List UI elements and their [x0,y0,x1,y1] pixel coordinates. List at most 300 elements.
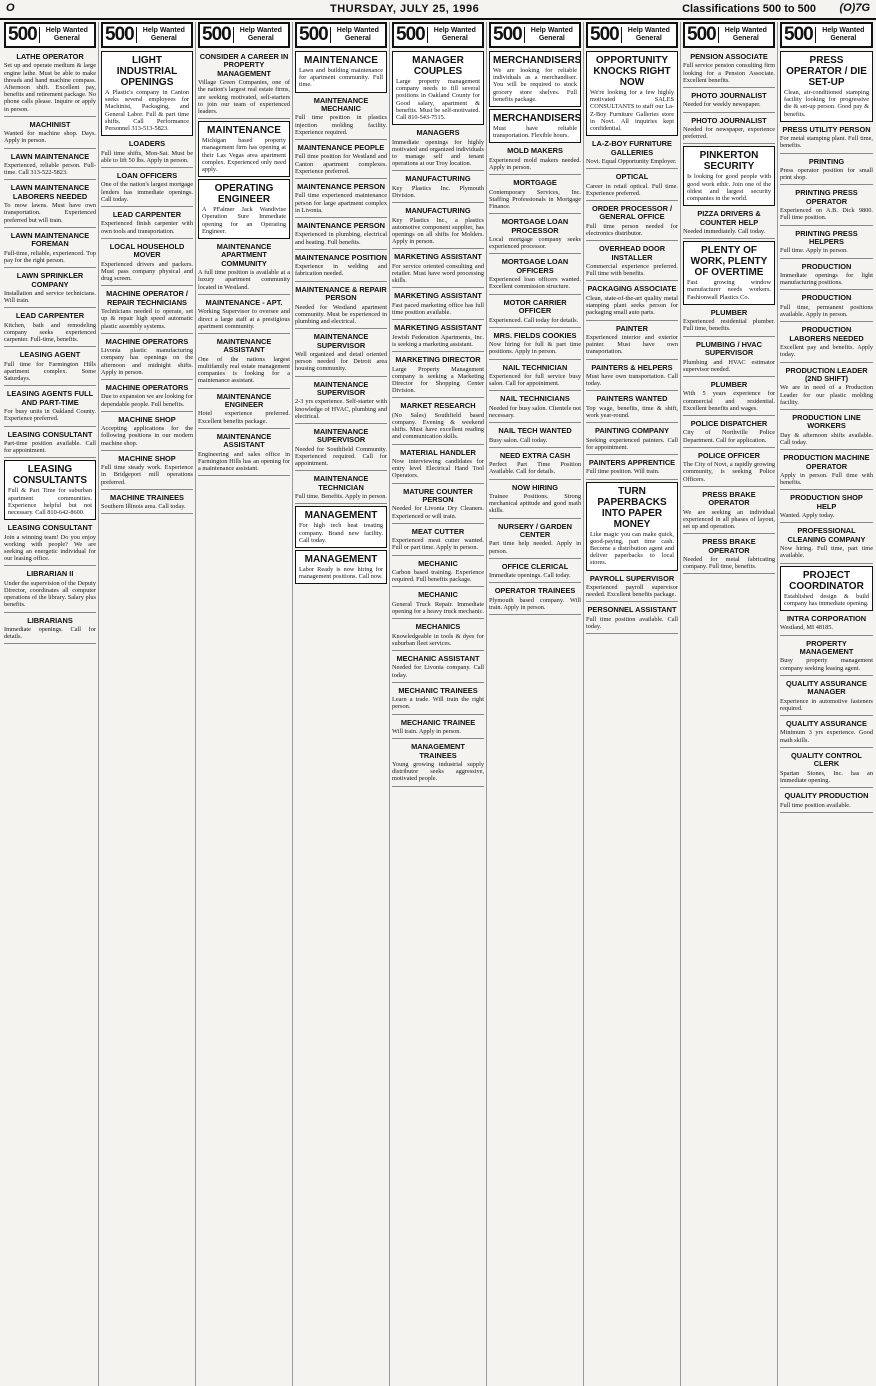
ad-title: MORTGAGE LOAN PROCESSOR [501,217,569,235]
classified-ad [392,685,484,715]
ad-title: MANAGEMENT [304,554,378,565]
ad-title: PAINTER [616,323,648,333]
ad-title: MAINTENANCE MECHANIC [313,95,369,114]
ad-body: Will train. Apply in person. [392,728,462,736]
section-label: Help Wanted General [621,27,676,43]
classified-ad [392,173,484,203]
ad-body: Full time shifts, Mon-Sat. Must be able to lift 50 lbs. Apply in person. [101,149,193,164]
ad-title: QUALITY PRODUCTION [784,791,869,801]
ad-title: LEAD CARPENTER [112,210,182,220]
ad-title: MANAGER COUPLES [412,55,464,77]
classified-ad [392,717,484,740]
classified-ad [489,450,581,480]
classified-ad [101,492,193,515]
ad-title: MAINTENANCE ASSISTANT [216,336,272,355]
classified-column-8 [681,22,778,1386]
ad-body: Technicians needed to operate, set up & repair high speed automatic plastic assembly systems. [101,308,193,330]
ad-body: Busy property management company seeking leasing agent. [780,657,873,672]
section-header [198,22,290,48]
ad-title: PENSION ASSOCIATE [690,52,768,61]
classified-ad [780,613,873,636]
classified-ad [586,243,678,281]
classified-columns [2,22,874,1386]
ad-title: MANUFACTURING [405,206,471,216]
ad-body: Contemporary Services, Inc. Staffing Professionals in Mortgage Finance. [489,188,581,211]
classified-ad [683,241,775,305]
classified-column-3 [196,22,293,1386]
ad-body: Trainee Positions. Strong mechanical aptitude and good math skills. [489,492,581,515]
section-number: 500 [202,24,231,46]
ad-title: MECHANIC [418,590,458,600]
ad-body: 2-3 yrs experience. Self-starter with knowledge of HVAC, plumbing and electrical. [295,398,387,420]
ad-title: MAINTENANCE PEOPLE [297,143,385,153]
ad-body: Carbon based training. Experience required. Full benefits package. [392,569,484,584]
ad-title: MACHINE SHOP [118,414,176,424]
classified-ad [586,323,678,360]
classified-ad [489,482,581,519]
ad-title: PRODUCTION LINE WORKERS [792,412,861,431]
ad-title: LEASING CONSULTANT [7,523,93,533]
masthead-date: THURSDAY, JULY 25, 1996 [330,3,480,15]
classified-ad [780,412,873,450]
ad-body: Working Supervisor to oversee and direct a large staff at a prestigious apartment community. [198,308,290,330]
classified-ad [295,550,387,584]
ad-body: Local mortgage company seeks experienced processor. [489,236,581,251]
ad-title: MEAT CUTTER [411,526,465,536]
classified-ad [392,51,484,125]
ad-title: LAWN MAINTENANCE FOREMAN [10,230,90,249]
ad-body: Full-time, reliable, experienced. Top pay for the right person. [4,249,96,264]
classified-ad [683,208,775,239]
ad-body: With 5 years experience for commercial and residential. Excellent benefits and wages. [683,390,775,412]
ad-title: OPPORTUNITY KNOCKS RIGHT NOW [593,55,671,88]
ad-body: Full time position available. Call today. [586,615,678,630]
ad-body: General Truck Repair. Immediate opening for a heavy truck mechanic. [392,600,484,616]
ad-body: Experienced meat cutter wanted. Full or part time. Apply in person. [392,537,484,552]
ad-title: MAINTENANCE TECHNICIAN [313,474,369,492]
ad-body: Full time. Apply in person. [780,247,848,255]
ad-body: To mow lawns. Must have own transportation. Experienced preferred but will train. [4,202,96,224]
ad-title: MACHINE OPERATORS [105,336,189,346]
ad-body: Seeking experienced painters. Call for appointment. [586,436,678,451]
ad-body: Now interviewing candidates for entry level Electrical Hand Tool Operators. [392,457,484,480]
ad-title: LAWN MAINTENANCE LABORERS NEEDED [10,183,90,201]
ad-body: Engineering and sales office in Farmington Hills has an opening for a maintenance assistant. [198,450,290,472]
ad-body: Experienced loan officers wanted. Excellent commission structure. [489,276,581,291]
classified-ad [295,331,387,376]
ad-body: Full service pension consulting firm looking for a Pension Associate. Excellent benefits. [683,62,775,84]
ad-title: MAINTENANCE [304,55,378,66]
ad-body: Jewish Federation Apartments, Inc. is seeking a marketing assistant. [392,333,484,348]
ad-body: Needed for newspaper, experience preferred. [683,126,775,141]
classified-ad [4,568,96,612]
ad-title: MARKETING DIRECTOR [395,355,481,365]
classified-ad [392,400,484,444]
ad-title: PHOTO JOURNALIST [691,91,767,101]
classified-ad [101,138,193,168]
ad-body: Learn a trade. Will train the right person. [392,696,484,711]
classified-ad [489,51,581,107]
classified-ad [101,209,193,239]
ad-title: QUALITY ASSURANCE [786,719,867,729]
ad-title: LAWN SPRINKLER COMPANY [16,271,84,289]
ad-body: Full time person needed for electronics distributor. [586,222,678,238]
ad-title: LEAD CARPENTER [15,311,85,321]
classified-ad [586,604,678,634]
classified-ad [101,414,193,451]
ad-title: MARKETING ASSISTANT [394,252,482,262]
ad-title: LA-Z-BOY FURNITURE GALLERIES [592,139,672,157]
ad-body: Part time help needed. Apply in person. [489,540,581,555]
classified-ad [489,521,581,559]
ad-body: Plymouth based company. Will train. Apply in person. [489,596,581,612]
ad-title: MECHANIC TRAINEES [398,685,478,695]
ad-body: Needed for Livonia company. Call today. [392,664,484,679]
ad-title: NAIL TECHNICIANS [500,394,570,404]
ad-body: Like magic you can make quick, good-paying, part time cash. Become a distribution agent and deliver paperbacks to local stores. [590,530,674,567]
ad-body: Wanted for machine shop. Days. Apply in person. [4,130,96,145]
ad-title: PLENTY OF WORK, PLENTY OF OVERTIME [690,245,768,279]
ad-title: MACHINE OPERATOR / REPAIR TECHNICIANS [106,289,188,307]
classified-ad [295,506,387,548]
ad-body: A Plastic's company in Canton seeks several employees for Machinist, Packaging, and General Labor. Full & part time shifts. Call Performance Personnel 313-513-5823. [105,89,189,133]
classified-ad [198,241,290,295]
ad-body: Plumbing and HVAC estimator supervisor needed. [683,358,775,373]
ad-body: Experienced on A.B. Dick 9800. Full time position. [780,207,873,222]
ad-title: MAINTENANCE ASSISTANT [216,431,272,450]
ad-title: MATERIAL HANDLER [400,447,476,457]
ad-title: PLUMBER [710,379,748,389]
ad-body: Part-time position available. Call for appointment. [4,439,96,455]
classified-ad [101,241,193,286]
ad-title: PAINTERS APPRENTICE [588,457,676,467]
ad-title: LIBRARIANS [27,615,73,625]
ad-body: Busy salon. Call today. [489,436,548,444]
ad-title: MANUFACTURING [405,174,471,184]
ad-title: LEASING CONSULTANT [7,429,93,439]
ad-body: Experienced residential plumber. Full time, benefits. [683,318,775,333]
ad-body: Is looking for good people with good work ethic. Join one of the oldest and largest security companies in the world. [687,173,771,203]
classified-ad [780,525,873,563]
ad-body: Set up and operate medium & large engine lathe. Must be able to make threads and hand machine compass. Afternoon shift. Excellent pay, benefits and retirement package. No phone calls please. Inquire or apply in person. [4,62,96,113]
classified-ad [586,573,678,603]
ad-body: Immediate openings. Call for details. [4,626,96,641]
ad-title: PAINTERS WANTED [596,394,668,404]
ad-title: MARKETING ASSISTANT [394,323,482,333]
ad-title: MECHANIC TRAINEE [400,717,476,727]
section-label: Help Wanted General [330,27,385,43]
ad-title: MAINTENANCE PERSON [297,182,385,192]
ad-body: One of the nation's largest mortgage lenders has immediate openings. Call today. [101,181,193,203]
ad-title: PLUMBING / HVAC SUPERVISOR [696,339,762,358]
classified-ad [683,146,775,206]
ad-title: PRESS UTILITY PERSON [782,124,871,134]
classified-ad [780,261,873,291]
ad-title: MERCHANDISERS [493,55,582,66]
ad-body: Experienced finish carpenter with own tools and transportation. [101,220,193,235]
ad-body: Southern Illinois area. Call today. [101,503,186,511]
ad-title: LOCAL HOUSEHOLD MOVER [109,241,185,260]
ad-body: For high tech heat treating company. Brand new facility. Call today. [299,522,383,544]
ad-title: LOADERS [128,139,166,149]
classified-ad [489,256,581,294]
ad-body: Full time. Benefits. Apply in person. [295,493,387,501]
classified-column-1 [2,22,99,1386]
ad-body: Experience in automotive fasteners required. [780,697,873,712]
classified-ad [780,228,873,259]
classified-ad [683,489,775,534]
section-header [101,22,193,48]
ad-title: MRS. FIELDS COOKIES [493,330,577,340]
classified-ad [4,615,96,645]
ad-body: Kitchen, bath and remodeling company seeks experienced carpenter. Full-time, benefits. [4,321,96,344]
classified-ad [586,171,678,201]
classified-ad [780,678,873,716]
ad-body: Accepting applications for the following positions in our modern machine shop. [101,425,193,447]
classified-ad [392,653,484,683]
masthead-logo: O [6,2,15,14]
ad-title: INTRA CORPORATION [786,614,867,624]
ad-body: Well organized and detail oriented person needed for Detroit area housing community. [295,350,387,373]
ad-title: MAINTENANCE APARTMENT COMMUNITY [216,242,272,268]
ad-title: PACKAGING ASSOCIATE [587,284,677,294]
ad-title: OPERATOR TRAINEES [494,586,576,596]
ad-body: Full time position in plastics injection molding facility. Experience required. [295,114,387,136]
ad-body: Full time position for Westland and Canton apartment complexes. Experience preferred. [295,153,387,175]
ad-title: PAYROLL SUPERVISOR [589,573,675,583]
ad-title: PRESS BRAKE OPERATOR [702,537,756,555]
ad-title: LIBRARIAN II [26,569,74,579]
classified-ad [780,365,873,410]
classified-ad [780,750,873,788]
ad-body: Needed for Westland apartment community. Must be experienced in plumbing and electrical. [295,303,387,325]
ad-title: NAIL TECHNICIAN [502,362,568,372]
ad-body: Experienced for full service busy salon. Call for appointment. [489,372,581,388]
classified-ad [392,621,484,651]
ad-body: Spartan Stones, Inc. has an immediate opening. [780,769,873,784]
classified-ad [489,109,581,143]
ad-title: MERCHANDISERS [493,113,582,125]
section-header [295,22,387,48]
ad-title: OPTICAL [615,172,649,182]
ad-body: Now hiring for full & part time positions. Apply in person. [489,341,581,356]
ad-body: (No Sales) Southfield based company. Evening & weekend shifts. Must have excellent reading and communication skills. [392,411,484,441]
section-number: 500 [8,24,37,46]
ad-title: NOW HIRING [512,482,558,492]
classified-ad [780,292,873,322]
ad-body: Key Plastics Inc. Plymouth Division. [392,184,484,200]
ad-title: MECHANIC ASSISTANT [396,654,480,664]
ad-title: PRODUCTION LEADER (2ND SHIFT) [785,365,868,383]
ad-title: OFFICE CLERICAL [501,561,569,571]
ad-title: PAINTERS & HELPERS [591,362,673,372]
classified-column-2 [99,22,196,1386]
classified-ad [780,452,873,490]
classified-ad [780,718,873,748]
ad-title: MAINTENANCE & REPAIR PERSON [295,284,387,303]
classified-ad [392,589,484,619]
ad-title: MARKET RESEARCH [400,401,476,411]
section-header [586,22,678,48]
ad-body: Labor Ready is now hiring for management positions. Call now. [299,566,383,581]
ad-body: A full time position is available at a luxury apartment community located in Westland. [198,269,290,291]
ad-body: Under the supervision of the Deputy Director, coordinates all computer operations of the library. Salary plus benefits. [4,579,96,609]
ad-title: LOAN OFFICERS [116,171,178,181]
section-label: Help Wanted General [136,27,191,43]
ad-body: Press operator position for small print shop. [780,167,873,182]
classified-ad [780,638,873,676]
classified-ad [198,297,290,334]
ad-title: MORTGAGE [513,178,557,188]
classified-ad [101,336,193,380]
classified-ad [101,453,193,490]
section-header [683,22,775,48]
classified-ad [489,216,581,254]
classified-ad [4,151,96,181]
classified-ad [4,119,96,149]
ad-body: We're looking for a few highly motivated SALES CONSULTANTS to staff our La-Z-Boy Furniture Galleries store in Novi. All inquiries kept confidential. [590,89,674,133]
ad-body: The City of Novi, a rapidly growing community, is seeking Police Officers. [683,461,775,483]
ad-body: Young growing industrial supply distributor seeks aggressive, motivated people. [392,761,484,783]
ad-body: Full time position available. [780,801,851,809]
classified-ad [198,431,290,476]
classified-ad [392,558,484,588]
ad-body: Village Green Companies, one of the nation's largest real estate firms, are seeking motivated, self-starters to join our team of experienced leaders. [198,79,290,116]
ad-body: Large Property Management company is seeking a Marketing Director for Shopping Center Division. [392,365,484,395]
classified-ad [586,482,678,571]
ad-title: MAINTENANCE [207,125,281,137]
classified-ad [101,288,193,333]
section-label: Help Wanted General [718,27,773,43]
ad-title: PROFESSIONAL CLEANING COMPANY [787,526,866,544]
section-label: Help Wanted General [815,27,871,43]
ad-body: Full time, permanent positions available. Apply in person. [780,303,873,319]
classified-ad [489,585,581,615]
ad-body: Top wage, benefits, time & shift, work year-round. [586,404,678,419]
ad-body: Lawn and building maintenance for apartment community. Full time. [299,67,383,89]
classified-column-6 [487,22,584,1386]
section-number: 500 [590,24,619,46]
classified-ad [4,230,96,268]
ad-title: MACHINIST [29,119,71,129]
classified-ad [683,307,775,337]
classified-ad [295,95,387,140]
section-label: Help Wanted General [39,27,94,43]
ad-body: Must have own transportation. Call today. [586,372,678,388]
ad-title: PRESS OPERATOR / DIE SET-UP [786,55,867,88]
ad-body: Excellent pay and benefits. Apply today. [780,344,873,359]
classified-ad [4,51,96,117]
ad-title: QUALITY CONTROL CLERK [791,750,862,769]
section-header [489,22,581,48]
classified-ad [295,51,387,93]
classified-ad [489,145,581,175]
ad-body: Experienced. Call today for details. [489,316,579,324]
section-number: 500 [687,24,716,46]
classified-ad [586,283,678,320]
classified-ad [683,90,775,113]
ad-body: Key Plastics Inc., a plastics automotive component supplier, has openings on all shifts for Molders. Apply in person. [392,216,484,246]
ad-title: PIZZA DRIVERS & COUNTER HELP [697,209,761,227]
ad-body: Now hiring. Full time, part time available. [780,545,873,560]
ad-body: For service oriented consulting and retailer. Must have word processing skills. [392,262,484,285]
ad-title: PRODUCTION SHOP HELP [790,493,863,511]
section-number: 500 [493,24,522,46]
classified-ad [780,790,873,813]
ad-title: MATURE COUNTER PERSON [403,486,473,504]
ad-body: Installation and service technicians. Will train. [4,289,96,305]
ad-title: LAWN MAINTENANCE [10,151,90,161]
ad-title: MECHANICS [415,622,461,632]
ad-body: Large property management company needs to fill several positions in Oakland County for Good salary, apartment & benefits. Must be self-motivated. Call 810-543-7515. [396,78,480,122]
ad-title: NURSERY / GARDEN CENTER [498,521,572,539]
classified-ad [392,741,484,786]
ad-body: Michigan based property management firm has opening at their Las Vegas area apartment complex. Experienced only need apply. [202,137,286,174]
ad-body: Experienced interior and exterior painter. Must have own transportation. [586,333,678,356]
classified-ad [392,251,484,288]
ad-title: MACHINE OPERATORS [105,382,189,392]
ad-title: PRESS BRAKE OPERATOR [702,489,756,508]
classified-ad [683,379,775,416]
classified-ad [683,450,775,487]
ad-body: Day & afternoon shifts available. Call today. [780,431,873,446]
ad-title: MACHINE SHOP [118,453,176,463]
ad-body: We are seeking an individual experienced in all phases of layout, set up and operation. [683,508,775,530]
section-header [392,22,484,48]
classified-ad [683,115,775,145]
ad-title: ORDER PROCESSOR / GENERAL OFFICE [591,204,673,222]
classified-ad [489,330,581,360]
ad-body: A PFalmer Jack Wandivise Operation Sure Immediate opening for an Operating Engineer. [202,206,286,235]
classified-ad [489,393,581,423]
ad-body: One of the nations largest multifamily real estate management companies is looking for a maintenance assistant. [198,355,290,385]
ad-title: PRINTING PRESS HELPERS [795,228,858,247]
ad-title: QUALITY ASSURANCE MANAGER [786,678,867,697]
classified-ad [586,393,678,423]
classified-ad [295,252,387,282]
ad-body: Experienced, reliable person. Full-time. Call 313-522-5823. [4,162,96,177]
ad-body: We are looking for reliable individuals as a merchandiser. You will be required to stock grocery store shelves. Full benefits package. [493,67,577,103]
classified-ad [586,362,678,392]
classified-ad [586,425,678,455]
ad-body: For busy units in Oakland County. Experience preferred. [4,408,96,423]
ad-body: Needed for Livonia Dry Cleaners. Experienced or will train. [392,505,484,520]
ad-title: MAINTENANCE - APT. [205,297,283,307]
ad-body: Experienced mold makers needed. Apply in person. [489,156,581,172]
ad-body: Apply in person. Full time with benefits. [780,471,873,487]
classified-ad [4,460,96,520]
ad-title: NEED EXTRA CASH [499,450,571,460]
classified-column-5 [390,22,487,1386]
classified-column-4 [293,22,390,1386]
classified-ad [489,177,581,214]
classified-ad [392,526,484,556]
section-label: Help Wanted General [233,27,288,43]
ad-title: PRINTING PRESS OPERATOR [795,188,858,206]
ad-body: Clean, air-conditioned stamping facility looking for progressive die & set-up person. Good pay & benefits. [784,89,869,118]
ad-title: MAINTENANCE PERSON [297,221,385,231]
section-header [4,22,96,48]
classified-ad [392,127,484,171]
ad-body: Join a winning team! Do you enjoy working with people? We are seeking an energetic individual for our leasing office. [4,533,96,563]
classified-ad [4,349,96,386]
ad-title: MAINTENANCE POSITION [295,252,387,262]
classified-ad [586,203,678,241]
classified-ad [4,310,96,347]
ad-body: Career in retail optical. Full time. Experience preferred. [586,182,678,197]
classified-ad [392,486,484,524]
ad-title: LEASING AGENT [19,350,81,360]
